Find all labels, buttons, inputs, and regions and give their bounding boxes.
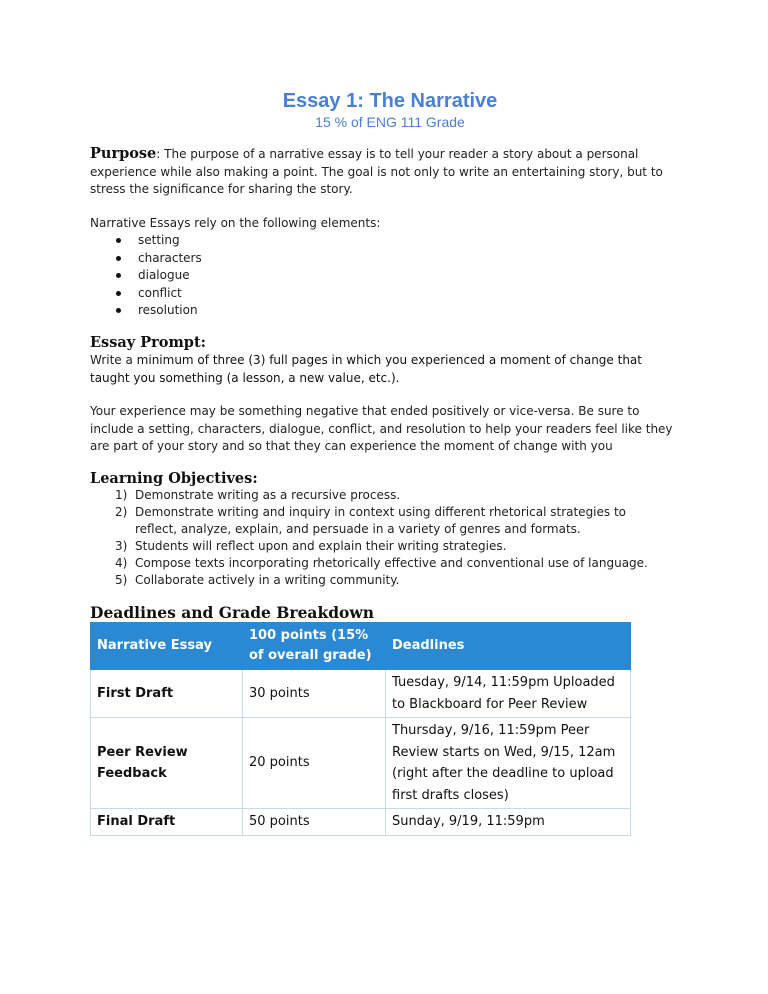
row-item: First Draft [91, 670, 243, 718]
objective-text: Compose texts incorporating rhetorically effective and conventional use of language. [135, 556, 648, 570]
column-header-points: 100 points (15% of overall grade) [243, 623, 386, 670]
table-row [91, 718, 631, 809]
objective-number: 2) [115, 505, 128, 519]
essay-prompt-text [90, 352, 680, 387]
objective-text: Demonstrate writing as a recursive process. [135, 488, 401, 502]
row-item: Peer Review Feedback [91, 718, 243, 809]
prompt-lead: Write a [90, 353, 137, 367]
essay-prompt-heading: Essay Prompt: [90, 334, 206, 351]
purpose-text: : The purpose of a narrative essay is to tell your reader a story about a personal experience while also making a point. The goal is not only to write an entertaining story, but to stress the significance for sharing the story. [90, 147, 663, 196]
page-title: Essay 1: The Narrative [282, 90, 498, 112]
elements-list [90, 232, 202, 320]
list-item: resolution [90, 302, 202, 320]
row-deadline: Sunday, 9/19, 11:59pm [386, 809, 631, 836]
objective-number: 3) [115, 539, 128, 553]
table-row [91, 670, 631, 718]
grade-breakdown-table [90, 622, 631, 836]
list-item [90, 504, 650, 538]
table-header-row [91, 623, 631, 670]
row-deadline: Thursday, 9/16, 11:59pm Peer Review starts on Wed, 9/15, 12am (right after the deadline to upload first drafts closes) [386, 718, 631, 809]
row-item: Final Draft [91, 809, 243, 836]
page-subtitle: 15 % of ENG 111 Grade [315, 114, 465, 130]
column-header-essay: Narrative Essay [91, 623, 243, 670]
prompt-requirement: minimum of three (3) full pages in which you experienced a moment of change that taught you something (a lesson, a new value, etc.). [90, 353, 642, 385]
objective-number: 4) [115, 556, 128, 570]
elements-intro: Narrative Essays rely on the following elements: [90, 216, 381, 230]
list-item [90, 487, 650, 504]
objective-text: Collaborate actively in a writing community. [135, 573, 400, 587]
objective-number: 1) [115, 488, 128, 502]
list-item: setting [90, 232, 202, 250]
objective-number: 5) [115, 573, 128, 587]
row-deadline: Tuesday, 9/14, 11:59pm Uploaded to Blackboard for Peer Review [386, 670, 631, 718]
purpose-paragraph [90, 145, 690, 199]
list-item: conflict [90, 285, 202, 303]
deadlines-heading: Deadlines and Grade Breakdown [90, 603, 375, 622]
learning-objectives-list [90, 487, 650, 589]
objective-text: Demonstrate writing and inquiry in context using different rhetorical strategies to reflect, analyze, explain, and persuade in a variety of genres and formats. [135, 505, 627, 536]
objective-text: Students will reflect upon and explain their writing strategies. [135, 539, 507, 553]
column-header-deadlines: Deadlines [386, 623, 631, 670]
list-item [90, 538, 650, 555]
list-item: dialogue [90, 267, 202, 285]
purpose-label: Purpose [90, 145, 157, 162]
list-item: characters [90, 250, 202, 268]
list-item [90, 555, 650, 572]
list-item [90, 572, 650, 589]
row-points: 50 points [243, 809, 386, 836]
row-points: 20 points [243, 718, 386, 809]
experience-paragraph: Your experience may be something negative that ended positively or vice-versa. Be sure to include a setting, characters, dialogue, conflict, and resolution to help your readers feel like they are part of your story and so that they can experience the moment of change with you [90, 404, 673, 453]
table-row [91, 809, 631, 836]
row-points: 30 points [243, 670, 386, 718]
learning-objectives-heading: Learning Objectives: [90, 470, 258, 487]
